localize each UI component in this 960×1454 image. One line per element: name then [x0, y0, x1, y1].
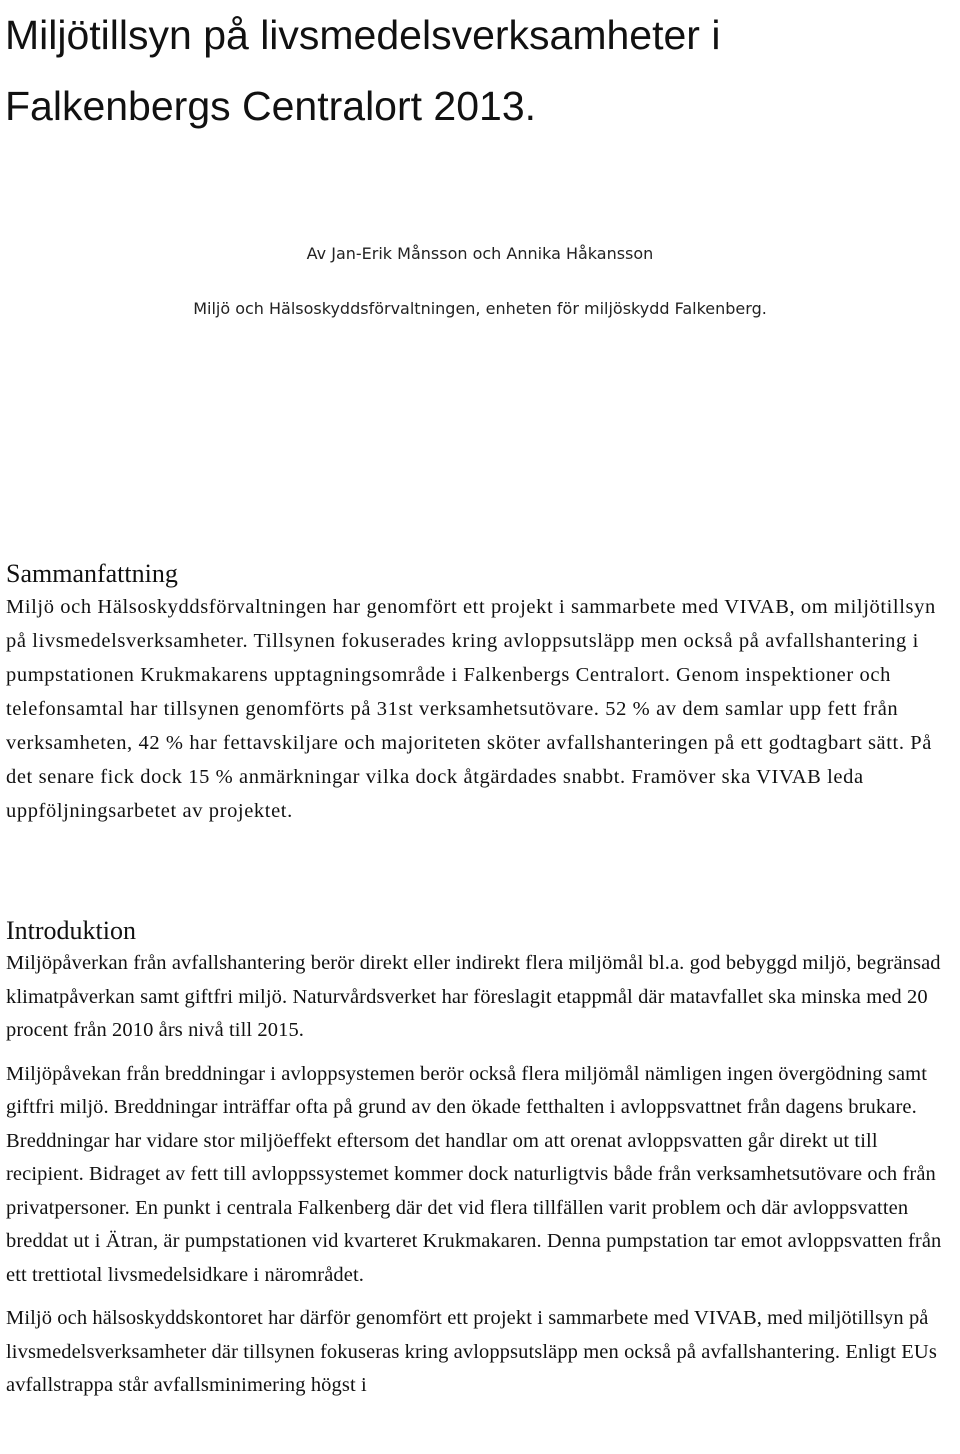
- introduction-paragraph-1: Miljöpåverkan från avfallshantering berör direkt eller indirekt flera miljömål bl.a. god bebyggd miljö, begränsad klimatpåverkan samt giftfri miljö. Naturvårdsverket har föreslagit etappmål där matavfallet ska minska med 20 procent från 2010 års nivå till 2015.: [6, 952, 941, 1041]
- summary-heading: Sammanfattning: [6, 559, 178, 588]
- introduction-paragraph-3: Miljö och hälsoskyddskontoret har därför genomfört ett projekt i sammarbete med VIVAB, med miljötillsyn på livsmedelsverksamheter där tillsynen fokuseras kring avloppsutsläpp men också på avfallshantering. Enligt EUs avfallstrappa står avfallsminimering högst i: [6, 1307, 937, 1396]
- introduction-paragraph-2: Miljöpåvekan från breddningar i avloppsystemen berör också flera miljömål nämligen ingen övergödning samt giftfri miljö. Breddningar inträffar ofta på grund av den ökade fetthalten i avloppsvattnet från dagens brukare. Breddningar har vidare stor miljöeffekt eftersom det handlar om att orenat avloppsvatten går direkt ut till recipient. Bidraget av fett till avloppssystemet kommer dock naturligtvis både från verksamhetsutövare och från privatpersoner. En punkt i centrala Falkenberg där det vid flera tillfällen varit problem och där avloppsvatten breddat ut i Ätran, är pumpstationen vid kvarteret Krukmakaren. Denna pumpstation tar emot avloppsvatten från ett trettiotal livsmedelsidkare i närområdet.: [6, 1062, 942, 1286]
- introduction-heading: Introduktion: [6, 916, 136, 945]
- summary-paragraph: Miljö och Hälsoskyddsförvaltningen har genomfört ett projekt i sammarbete med VIVAB, om miljötillsyn på livsmedelsverksamheter. Tillsynen fokuserades kring avloppsutsläpp men också på avfallshantering i pumpstationen Krukmakarens upptagningsområde i Falkenbergs Centralort. Genom inspektioner och telefonsamtal har tillsynen genomförts på 31st verksamhetsutövare. 52 % av dem samlar upp fett från verksamheten, 42 % har fettavskiljare och majoriteten sköter avfallshanteringen på ett godtagbart sätt. På det senare fick dock 15 % anmärkningar vilka dock åtgärdades snabbt. Framöver ska VIVAB leda uppföljningsarbetet av projektet.: [6, 596, 936, 822]
- author-line: Av Jan-Erik Månsson och Annika Håkansson: [306, 244, 654, 263]
- summary-section: [6, 558, 956, 828]
- document-title: Miljötillsyn på livsmedelsverksamheter i Falkenbergs Centralort 2013.: [5, 12, 721, 129]
- organization-line: Miljö och Hälsoskyddsförvaltningen, enheten för miljöskydd Falkenberg.: [193, 299, 767, 318]
- introduction-section: [6, 915, 956, 1403]
